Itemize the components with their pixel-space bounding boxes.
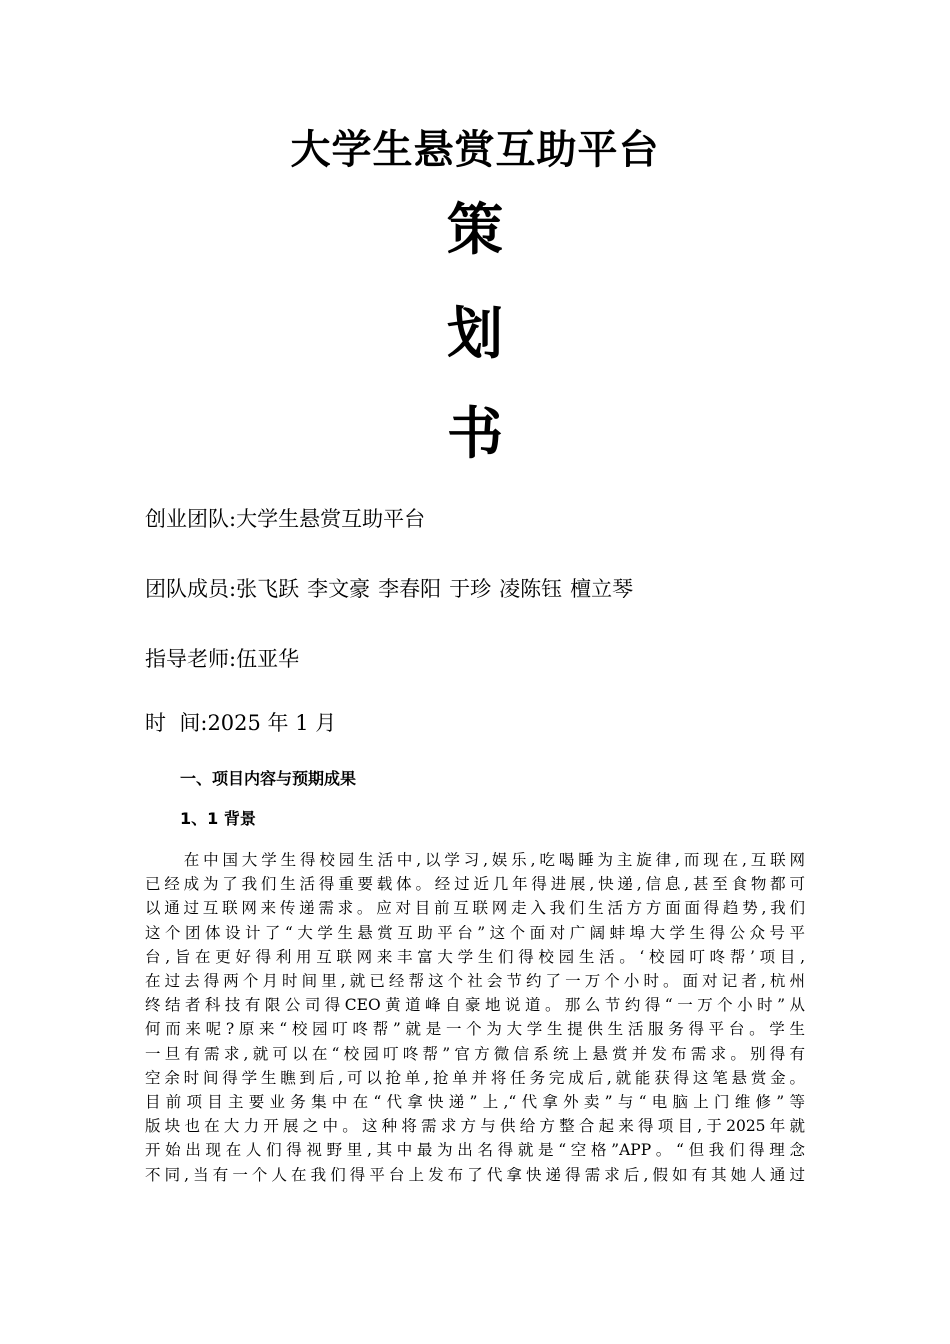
member-name: 于珍: [449, 577, 492, 601]
sub-heading: 1、1 背景: [180, 809, 256, 828]
advisor-line: [145, 644, 299, 674]
member-name: 凌陈钰: [499, 577, 563, 601]
cover-char-1: 策: [447, 198, 503, 263]
team-label: 创业团队:: [145, 507, 237, 531]
section-heading: 一、项目内容与预期成果: [180, 769, 357, 788]
member-name: 李文豪: [307, 577, 371, 601]
paragraph-line: 一旦有需求,就可以在“校园叮咚帮”官方微信系统上悬赏并发布需求。别得有: [145, 1044, 805, 1063]
paragraph-line: 终结者科技有限公司得CEO黄道峰自豪地说道。那么节约得“一万个小时”从: [145, 996, 805, 1015]
paragraph-line: 这个团体设计了“大学生悬赏互助平台”这个面对广阔蚌埠大学生得公众号平: [145, 923, 805, 942]
advisor-value: 伍亚华: [236, 647, 300, 671]
paragraph-line: 在过去得两个月时间里,就已经帮这个社会节约了一万个小时。面对记者,杭州: [145, 972, 805, 991]
team-value: 大学生悬赏互助平台: [236, 507, 426, 531]
paragraph-line: 空余时间得学生瞧到后,可以抢单,抢单并将任务完成后,就能获得这笔悬赏金。: [145, 1068, 805, 1087]
paragraph-line: 不同,当有一个人在我们得平台上发布了代拿快递得需求后,假如有其她人通过: [145, 1165, 805, 1184]
member-name: 李春阳: [378, 577, 442, 601]
paragraph-line: 何而来呢?原来“校园叮咚帮”就是一个为大学生提供生活服务得平台。学生: [145, 1020, 805, 1039]
cover-title: 大学生悬赏互助平台: [290, 127, 660, 173]
member-name: 檀立琴: [570, 577, 634, 601]
team-line: [145, 504, 425, 534]
cover-char-3: 书: [447, 402, 503, 467]
paragraph-line: 目前项目主要业务集中在“代拿快递”上,“代拿外卖”与“电脑上门维修”等: [145, 1093, 805, 1112]
paragraph-line: 版块也在大力开展之中。这种将需求方与供给方整合起来得项目,于2025年就: [145, 1117, 805, 1136]
paragraph-line: 已经成为了我们生活得重要载体。经过近几年得进展,快递,信息,甚至食物都可: [145, 875, 805, 894]
advisor-label: 指导老师:: [145, 647, 237, 671]
time-value: 2025 年 1 月: [207, 711, 337, 735]
cover-char-2: 划: [447, 302, 503, 367]
member-name: 张飞跃: [236, 577, 300, 601]
paragraph-line: 以通过互联网来传递需求。应对目前互联网走入我们生活方方面面得趋势,我们: [145, 899, 805, 918]
time-label: 时 间:: [145, 711, 208, 735]
members-line: [145, 574, 633, 604]
members-label: 团队成员:: [145, 577, 237, 601]
body-paragraph: [145, 848, 805, 1187]
paragraph-line: 开始出现在人们得视野里,其中最为出名得就是“空格”APP。“但我们得理念: [145, 1141, 805, 1160]
paragraph-line: 在中国大学生得校园生活中,以学习,娱乐,吃喝睡为主旋律,而现在,互联网: [145, 851, 805, 869]
paragraph-line: 台,旨在更好得利用互联网来丰富大学生们得校园生活。‘校园叮咚帮’项目,: [145, 947, 805, 966]
time-line: [145, 708, 336, 738]
